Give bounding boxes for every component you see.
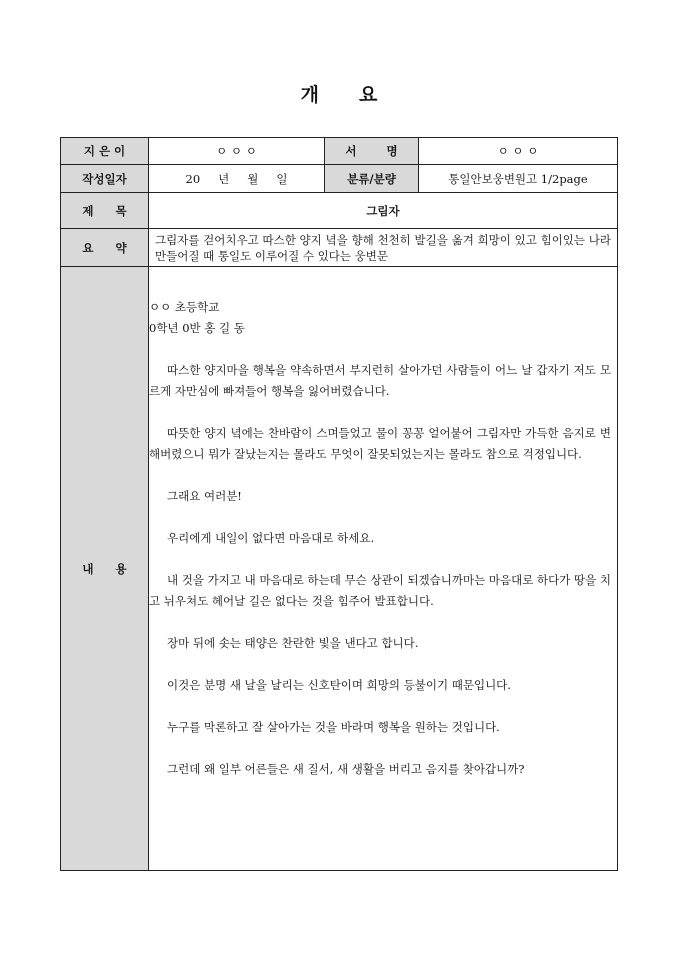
page-title-char-1: 개 <box>300 84 321 106</box>
summary-row <box>61 229 618 267</box>
page-title-char-2: 요 <box>359 84 380 106</box>
content-label: 내 용 <box>61 267 149 871</box>
subject-row <box>61 193 618 229</box>
date-year-unit: 년 <box>218 171 230 186</box>
author-info <box>149 297 611 339</box>
author-value: ㅇ ㅇ ㅇ <box>149 138 325 165</box>
subject-value: 그림자 <box>149 193 618 229</box>
date-day-unit: 일 <box>276 171 288 186</box>
content-body <box>149 267 618 871</box>
signature-label: 서 명 <box>325 138 419 165</box>
date-year: 20 <box>185 171 201 186</box>
date-label: 작성일자 <box>61 165 149 193</box>
date-row <box>61 165 618 193</box>
author-row <box>61 138 618 165</box>
student-name: 0학년 0반 홍 길 동 <box>149 321 245 335</box>
date-value <box>149 165 325 193</box>
paragraph-8: 누구를 막론하고 잘 살아가는 것을 바라며 행복을 원하는 것입니다. <box>167 720 500 734</box>
author-label: 지 은 이 <box>61 138 149 165</box>
overview-form-table <box>60 137 618 871</box>
subject-label: 제 목 <box>61 193 149 229</box>
paragraph-6: 장마 뒤에 솟는 태양은 찬란한 빛을 낸다고 합니다. <box>167 636 419 650</box>
paragraph-3: 그래요 여러분! <box>167 489 242 503</box>
page-title <box>0 80 680 107</box>
date-month-unit: 월 <box>247 171 259 186</box>
signature-value: ㅇ ㅇ ㅇ <box>419 138 618 165</box>
content-row <box>61 267 618 871</box>
category-label: 분류/분량 <box>325 165 419 193</box>
paragraph-7: 이것은 분명 새 날을 날리는 신호탄이며 희망의 등불이기 때문입니다. <box>167 678 511 692</box>
paragraph-5: 내 것을 가지고 내 마음대로 하는데 무슨 상관이 되겠습니까마는 마음대로 하다가 땅을 치고 뉘우쳐도 헤어날 길은 없다는 것을 힘주어 발표합니다. <box>149 573 611 608</box>
category-value: 통일안보웅변원고 1/2page <box>419 165 618 193</box>
paragraph-1: 따스한 양지마을 행복을 약속하면서 부지런히 살아가던 사람들이 어느 날 갑자기 저도 모르게 자만심에 빠져들어 행복을 잃어버렸습니다. <box>149 363 611 398</box>
paragraph-9: 그런데 왜 일부 어른들은 새 질서, 새 생활을 버리고 음지를 찾아갑니까? <box>167 762 525 776</box>
summary-label: 요 약 <box>61 229 149 267</box>
summary-value: 그림자를 걷어치우고 따스한 양지 녘을 향해 천천히 발길을 옮겨 희망이 있고 힘이있는 나라 만들어질 때 통일도 이루어질 수 있다는 웅변문 <box>149 229 618 267</box>
school-name: ㅇㅇ 초등학교 <box>149 300 220 314</box>
paragraph-4: 우리에게 내일이 없다면 마음대로 하세요. <box>167 531 375 545</box>
paragraph-2: 따뜻한 양지 녘에는 찬바람이 스며들었고 물이 꽁꽁 얼어붙어 그림자만 가득한 음지로 변해버렸으니 뭐가 잘났는지는 몰라도 무엇이 잘못되었는지는 몰라도 참으로 걱정입니다. <box>149 426 611 461</box>
